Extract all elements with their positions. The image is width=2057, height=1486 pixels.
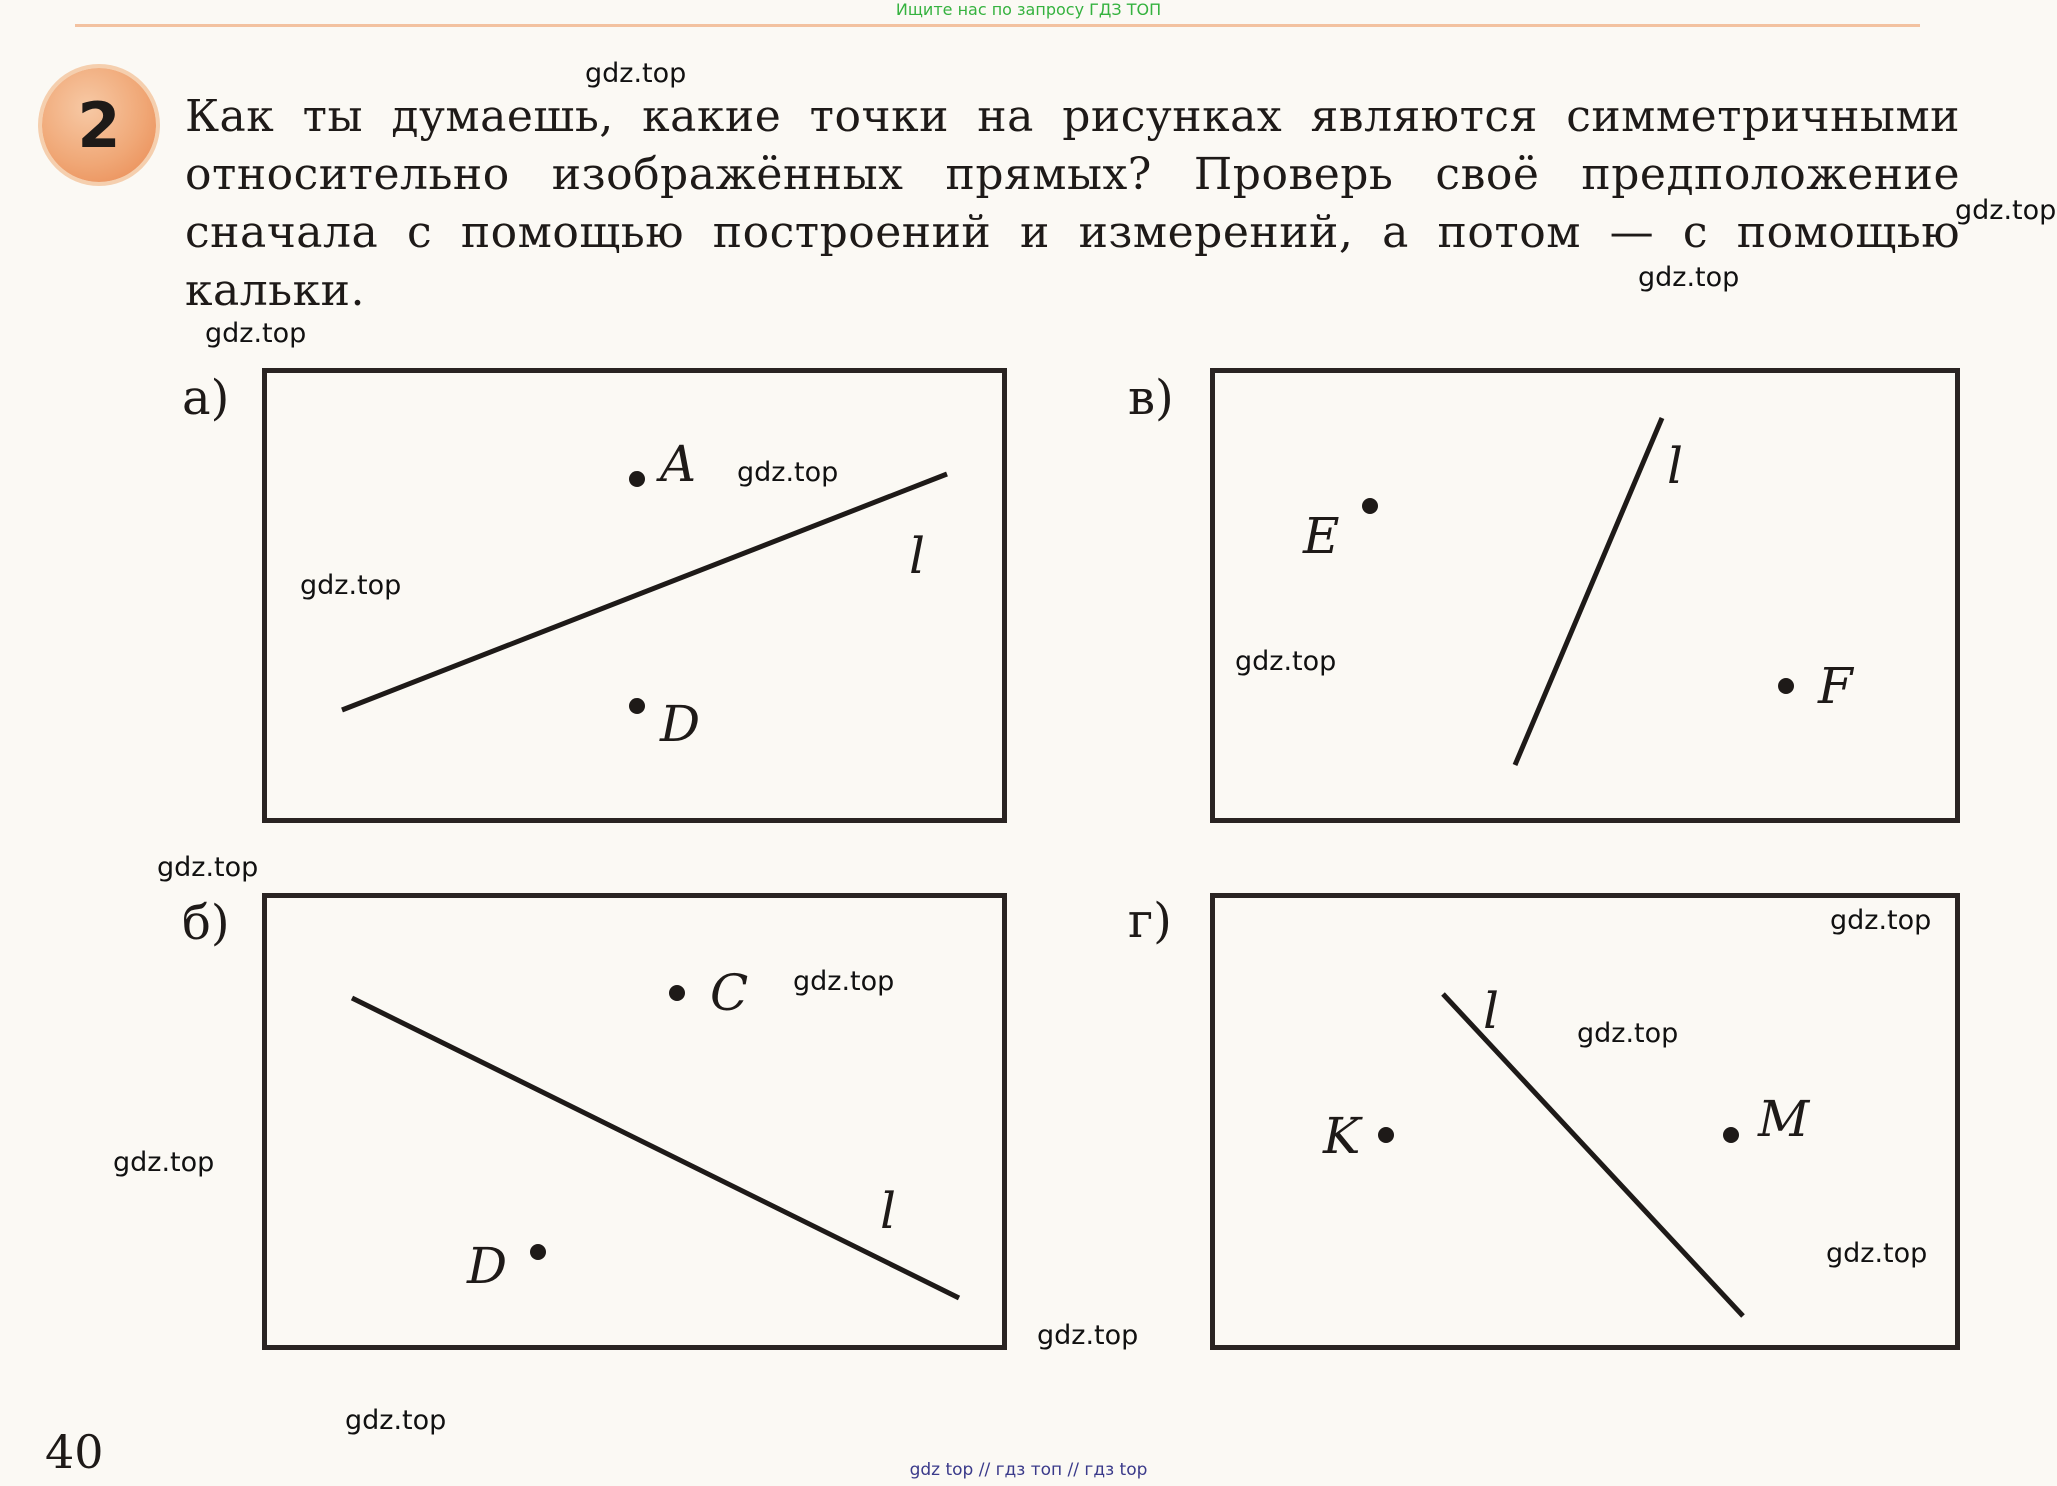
watermark: gdz.top	[585, 58, 687, 89]
watermark: gdz.top	[1955, 195, 2057, 226]
top-banner[interactable]: Ищите нас по запросу ГДЗ ТОП	[895, 0, 1162, 19]
point-f-label: F	[1818, 657, 1853, 715]
panel-v-label: в)	[1128, 370, 1174, 426]
line-b-label: l	[880, 1182, 896, 1240]
watermark: gdz.top	[300, 570, 402, 601]
panel-v-drawing	[1215, 373, 1965, 828]
watermark: gdz.top	[345, 1405, 447, 1436]
watermark: gdz.top	[793, 966, 895, 997]
watermark: gdz.top	[737, 457, 839, 488]
point-d-b-dot	[530, 1244, 546, 1260]
panel-b	[262, 893, 1007, 1350]
point-c-dot	[669, 985, 685, 1001]
line-l-b	[352, 998, 959, 1298]
header-rule	[75, 24, 1920, 27]
panel-g	[1210, 893, 1960, 1350]
line-g-label: l	[1483, 982, 1499, 1040]
point-c-label: C	[710, 964, 749, 1022]
watermark: gdz.top	[1830, 905, 1932, 936]
watermark: gdz.top	[157, 852, 259, 883]
line-a-label: l	[909, 527, 925, 585]
point-m-dot	[1723, 1127, 1739, 1143]
line-l-a	[342, 474, 947, 710]
point-d-dot	[629, 698, 645, 714]
point-k-dot	[1378, 1127, 1394, 1143]
watermark: gdz.top	[1037, 1320, 1139, 1351]
watermark: gdz.top	[1577, 1018, 1679, 1049]
panel-b-label: б)	[182, 895, 230, 951]
panel-b-drawing	[267, 898, 1012, 1355]
point-e-dot	[1362, 498, 1378, 514]
watermark: gdz.top	[205, 318, 307, 349]
watermark: gdz.top	[1235, 646, 1337, 677]
watermark: gdz.top	[1638, 262, 1740, 293]
panel-g-label: г)	[1128, 893, 1172, 949]
panel-a-label: а)	[182, 370, 230, 426]
watermark: gdz.top	[1826, 1238, 1928, 1269]
point-f-dot	[1778, 678, 1794, 694]
point-e-label: E	[1303, 507, 1340, 565]
point-d-b-label: D	[467, 1237, 508, 1295]
watermark: gdz.top	[113, 1147, 215, 1178]
point-d-label: D	[660, 695, 701, 753]
line-l-v	[1515, 418, 1662, 765]
panel-g-drawing	[1215, 898, 1965, 1355]
point-a-dot	[629, 471, 645, 487]
page-number: 40	[45, 1425, 104, 1479]
footer-links[interactable]: gdz top // гдз топ // гдз top	[909, 1460, 1148, 1480]
line-v-label: l	[1667, 437, 1683, 495]
task-number-badge: 2	[42, 68, 156, 182]
panel-v	[1210, 368, 1960, 823]
point-a-label: A	[660, 435, 697, 493]
point-k-label: K	[1323, 1107, 1361, 1165]
point-m-label: M	[1758, 1090, 1810, 1148]
task-text: Как ты думаешь, какие точки на рисунках являются симметричными относительно изображённых прямых? Проверь своё предположение сначала с помощью построений и измерений, а потом — с помощью кальки.	[185, 91, 1960, 316]
